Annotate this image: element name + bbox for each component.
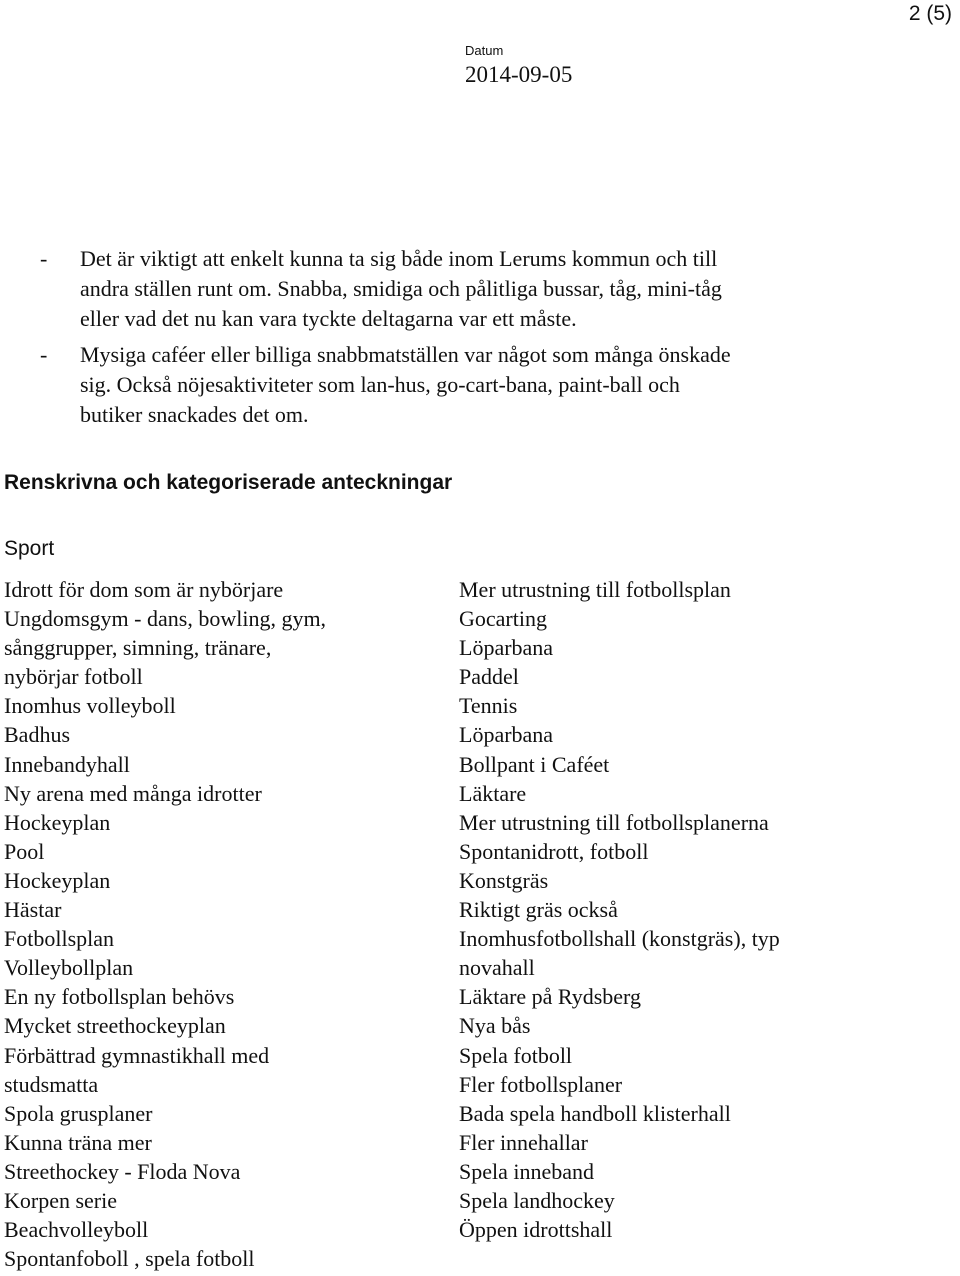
- note-item: Paddel: [459, 664, 519, 690]
- note-item: Spontanfoboll , spela fotboll: [4, 1246, 255, 1272]
- category-heading-sport: Sport: [4, 537, 55, 560]
- note-item: Spola grusplaner: [4, 1100, 153, 1126]
- page-number: 2 (5): [908, 2, 952, 25]
- note-item: Bada spela handboll klisterhall: [459, 1100, 731, 1126]
- note-item: Kunna träna mer: [4, 1129, 152, 1155]
- date-value: 2014-09-05: [465, 62, 573, 87]
- note-item: Pool: [4, 838, 45, 864]
- note-item: Beachvolleyboll: [4, 1217, 149, 1243]
- left-notes-column: [4, 575, 424, 1273]
- note-item: Ungdomsgym - dans, bowling, gym,: [4, 606, 327, 632]
- note-item: Fotbollsplan: [4, 926, 115, 952]
- note-item: novahall: [459, 955, 535, 981]
- note-item: Ny arena med många idrotter: [4, 780, 262, 806]
- bullet-line: butiker snackades det om.: [80, 402, 309, 427]
- note-item: Bollpant i Caféet: [459, 751, 610, 777]
- note-item: Spontanidrott, fotboll: [459, 838, 649, 864]
- note-item: Volleybollplan: [4, 955, 134, 981]
- note-item: Gocarting: [459, 606, 547, 632]
- note-item: Spela fotboll: [459, 1042, 573, 1068]
- note-item: sånggrupper, simning, tränare,: [4, 635, 272, 661]
- note-item: nybörjar fotboll: [4, 664, 143, 690]
- note-item: Öppen idrottshall: [459, 1217, 613, 1243]
- note-item: Riktigt gräs också: [459, 897, 618, 923]
- note-item: Konstgräs: [459, 867, 549, 893]
- date-label: Datum: [465, 43, 504, 58]
- note-item: Hockeyplan: [4, 867, 111, 893]
- bullet-dash: -: [40, 246, 48, 271]
- note-item: Fler innehallar: [459, 1129, 588, 1155]
- bullet-item: [40, 340, 920, 430]
- note-item: En ny fotbollsplan behövs: [4, 984, 235, 1010]
- note-item: Spela inneband: [459, 1158, 595, 1184]
- note-item: Tennis: [459, 693, 518, 719]
- right-notes-column: [459, 575, 939, 1244]
- note-item: Nya bås: [459, 1013, 531, 1039]
- bullet-dash: -: [40, 342, 48, 367]
- note-item: Streethockey - Floda Nova: [4, 1158, 241, 1184]
- note-item: Innebandyhall: [4, 751, 130, 777]
- note-item: Badhus: [4, 722, 70, 748]
- note-item: Inomhusfotbollshall (konstgräs), typ: [459, 926, 780, 952]
- note-item: Spela landhockey: [459, 1187, 615, 1213]
- note-item: Fler fotbollsplaner: [459, 1071, 623, 1097]
- bullet-item: [40, 244, 920, 334]
- bullet-line: eller vad det nu kan vara tyckte deltagarna var ett måste.: [80, 306, 577, 331]
- bullet-list: [40, 244, 920, 436]
- note-item: Mer utrustning till fotbollsplan: [459, 577, 731, 602]
- note-item: Förbättrad gymnastikhall med: [4, 1042, 270, 1068]
- note-item: Löparbana: [459, 722, 554, 748]
- note-item: Inomhus volleyboll: [4, 693, 176, 719]
- note-item: studsmatta: [4, 1071, 99, 1097]
- note-item: Läktare: [459, 780, 527, 806]
- bullet-line: andra ställen runt om. Snabba, smidiga och pålitliga bussar, tåg, mini-tåg: [80, 276, 722, 301]
- section-heading: Renskrivna och kategoriserade anteckningar: [4, 471, 453, 494]
- note-item: Hockeyplan: [4, 809, 111, 835]
- note-item: Korpen serie: [4, 1187, 118, 1213]
- note-item: Idrott för dom som är nybörjare: [4, 577, 284, 602]
- bullet-line: Det är viktigt att enkelt kunna ta sig både inom Lerums kommun och till: [80, 246, 718, 271]
- note-item: Hästar: [4, 897, 62, 923]
- note-item: Läktare på Rydsberg: [459, 984, 641, 1010]
- note-item: Mer utrustning till fotbollsplanerna: [459, 809, 769, 835]
- note-item: Löparbana: [459, 635, 554, 661]
- note-item: Mycket streethockeyplan: [4, 1013, 226, 1039]
- bullet-line: Mysiga caféer eller billiga snabbmatställen var något som många önskade: [80, 342, 731, 367]
- bullet-line: sig. Också nöjesaktiviteter som lan-hus, go-cart-bana, paint-ball och: [80, 372, 680, 397]
